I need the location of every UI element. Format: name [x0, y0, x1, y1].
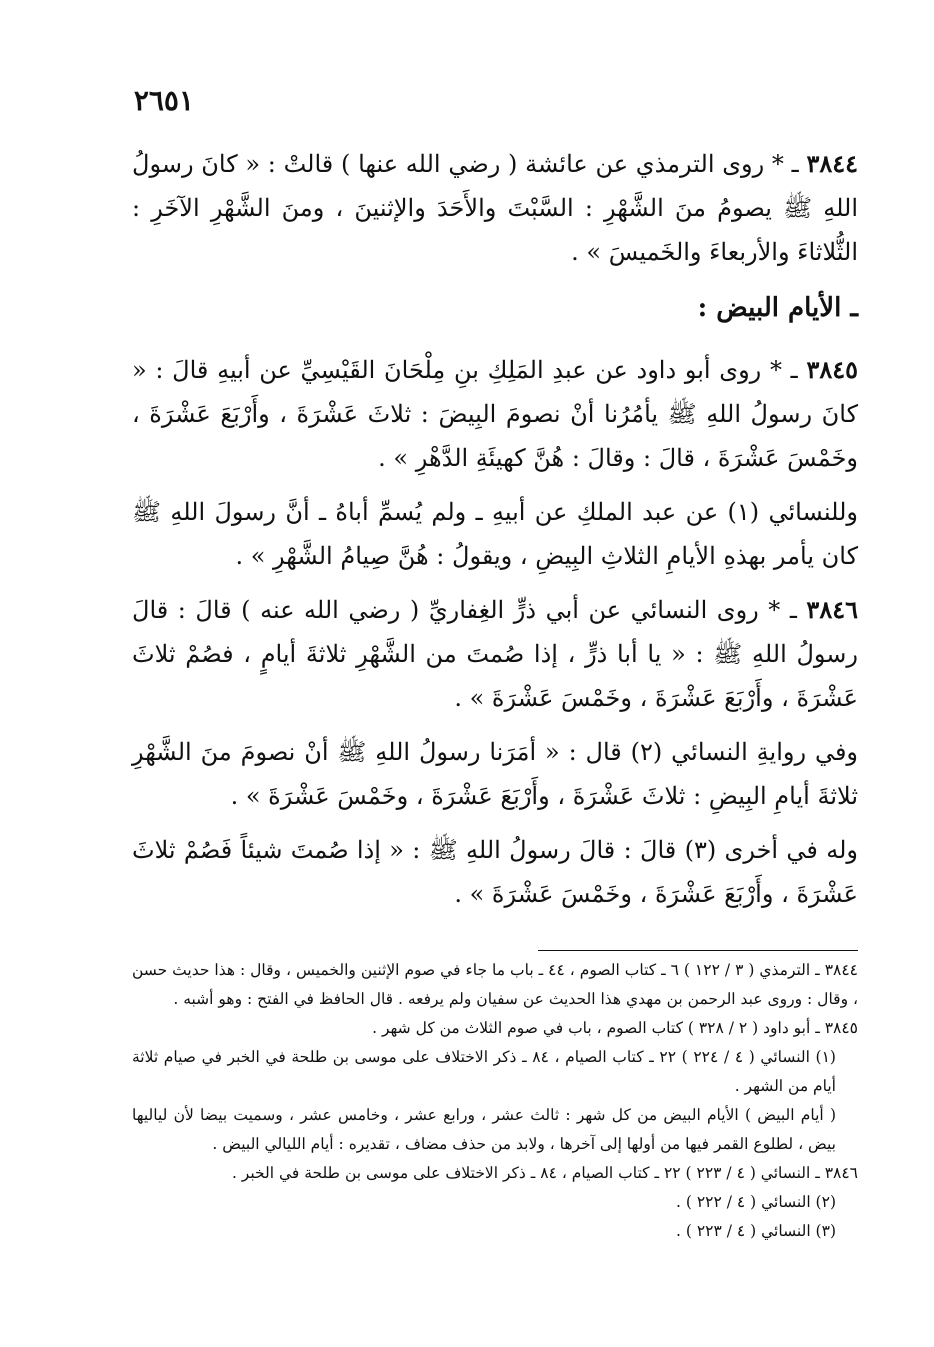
hadith-3846: [132, 588, 858, 720]
nasai-narration: وللنسائي (١) عن عبد الملكِ عن أبيهِ ـ ولم يُسمِّ أباهُ ـ أنَّ رسولَ اللهِ ﷺ كان يأمر بهذهِ الأيامِ الثلاثِ البِيضِ ، ويقولُ : هُنَّ صِيامُ الشَّهْرِ » .: [132, 498, 858, 570]
footnote-1: (١) النسائي ( ٤ / ٢٢٤ ) ٢٢ ـ كتاب الصيام ، ٨٤ ـ ذكر الاختلاف على موسى بن طلحة في الخبر في صيام ثلاثة أيام من الشهر .: [132, 1048, 836, 1095]
hadith-3845: [132, 348, 858, 480]
page-number: ٢٦٥١: [133, 84, 194, 117]
hadith-number: ٣٨٤٥: [806, 355, 858, 384]
hadith-number: ٣٨٤٤: [806, 149, 858, 178]
footnotes: [132, 956, 858, 1246]
hadith-text: ـ * روى النسائي عن أبي ذرٍّ الغِفاريِّ ( رضي الله عنه ) قالَ : قالَ رسولُ اللهِ ﷺ : « يا أبا ذرٍّ ، إذا صُمتَ من الشَّهْرِ ثلاثةَ أيامٍ ، فصُمْ ثلاثَ عَشْرَةَ ، وأَرْبَعَ عَشْرَةَ ، وخَمْسَ عَشْرَةَ » .: [132, 596, 858, 712]
footnote-divider: [538, 950, 858, 951]
hadith-text: ـ * روى أبو داود عن عبدِ المَلِكِ بنِ مِلْحَانَ القَيْسِيِّ عن أبيهِ قالَ : « كانَ رسولُ اللهِ ﷺ يأمُرُنا أنْ نصومَ البِيضَ : ثلاثَ عَشْرَةَ ، وأَرْبَعَ عَشْرَةَ ، وخَمْسَ عَشْرَةَ ، قالَ : وقالَ : هُنَّ كهيئَةِ الدَّهْرِ » .: [132, 356, 859, 472]
footnote-3845: ٣٨٤٥ ـ أبو داود ( ٢ / ٣٢٨ ) كتاب الصوم ، باب في صوم الثلاث من كل شهر .: [372, 1019, 858, 1037]
section-heading: ـ الأيام البيض :: [697, 293, 858, 323]
footnote-3846: ٣٨٤٦ ـ النسائي ( ٤ / ٢٢٣ ) ٢٢ ـ كتاب الصيام ، ٨٤ ـ ذكر الاختلاف على موسى بن طلحة في الخبر .: [231, 1164, 858, 1182]
footnote-2: (٢) النسائي ( ٤ / ٢٢٢ ) .: [676, 1193, 836, 1211]
hadith-number: ٣٨٤٦: [806, 595, 858, 624]
hadith-3844: [132, 142, 858, 274]
footnote-3: (٣) النسائي ( ٤ / ٢٢٣ ) .: [676, 1222, 836, 1240]
footnote-note-bid: ( أيام البيض ) الأيام البيض من كل شهر : ثالث عشر ، ورابع عشر ، وخامس عشر ، وسميت بيضا لأن لياليها بيض ، لطلوع القمر فيها من أولها إلى آخرها ، ولابد من حذف مضاف ، تقديره : أيام الليالي البيض .: [132, 1106, 836, 1153]
hadith-text: ـ * روى الترمذي عن عائشة ( رضي الله عنها ) قالتْ : « كانَ رسولُ اللهِ ﷺ يصومُ منَ الشَّهْرِ : السَّبْتَ والأَحَدَ والإثنينَ ، ومنَ الشَّهْرِ الآخَرِ : الثُّلاثاءَ والأربعاءَ والخَميسَ » .: [132, 150, 858, 266]
footnote-3844: ٣٨٤٤ ـ الترمذي ( ٣ / ١٢٢ ) ٦ ـ كتاب الصوم ، ٤٤ ـ باب ما جاء في صوم الإثنين والخميس ، وقال : هذا حديث حسن ، وقال : وروى عبد الرحمن بن مهدي هذا الحديث عن سفيان ولم يرفعه . قال الحافظ في الفتح : وهو أشبه .: [132, 961, 858, 1008]
main-text: [132, 142, 858, 926]
nasai-riwaya: وفي روايةِ النسائي (٢) قال : « أمَرَنا رسولُ اللهِ ﷺ أنْ نصومَ منَ الشَّهْرِ ثلاثةَ أيامِ البِيضِ : ثلاثَ عَشْرَةَ ، وأَرْبَعَ عَشْرَةَ ، وخَمْسَ عَشْرَةَ » .: [132, 738, 859, 810]
nasai-ukhra: وله في أخرى (٣) قالَ : قالَ رسولُ اللهِ ﷺ : « إذا صُمتَ شيئاً فَصُمْ ثلاثَ عَشْرَةَ ، وأَرْبَعَ عَشْرَةَ ، وخَمْسَ عَشْرَةَ » .: [132, 836, 858, 908]
